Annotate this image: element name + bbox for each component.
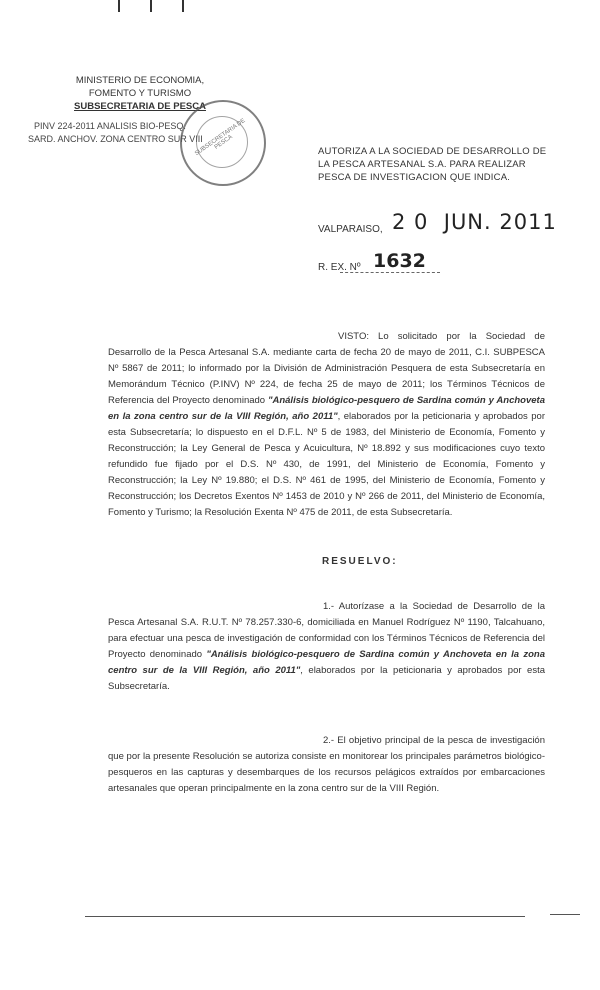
official-seal-text: SUBSECRETARIA DE PESCA bbox=[194, 117, 247, 158]
reference-line-2: SARD. ANCHOV. ZONA CENTRO SUR VIII bbox=[28, 134, 203, 144]
article-2 bbox=[108, 733, 545, 797]
article-1-text-1: 1.- Autorízase a la Sociedad de Desarrollo de la Pesca Artesanal S.A. R.U.T. Nº 78.257.330-6, domiciliada en Manuel Rodríguez Nº 1190, Talcahuano, para efectuar una pesca de investigación de conformidad con los Términos Técnicos de Referencia del Proyecto denominado bbox=[108, 601, 545, 660]
article-1-project-title: "Análisis biológico-pesquero de Sardina común y Anchoveta en la zona centro sur de la VIII Región, año 2011" bbox=[108, 649, 545, 676]
resolution-subject: AUTORIZA A LA SOCIEDAD DE DESARROLLO DE LA PESCA ARTESANAL S.A. PARA REALIZAR PESCA DE INVESTIGACION QUE INDICA. bbox=[318, 146, 547, 183]
visto-text-1: VISTO: Lo solicitado por la Sociedad de Desarrollo de la Pesca Artesanal S.A. mediante carta de fecha 20 de mayo de 2011, C.I. SUBPESCA Nº 5867 de 2011; lo informado por la División de Administración Pesquera de esta Subsecretaría en Memorándum Técnico (P.INV) Nº 224, de fecha 25 de mayo de 2011; los Términos Técnicos de Referencia del Proyecto denominado bbox=[108, 331, 545, 406]
article-1-text-2: , elaborados por la peticionaria y aprobados por esta Subsecretaría. bbox=[108, 665, 545, 692]
resolution-number: 1632 bbox=[373, 250, 426, 272]
resuelvo-heading: RESUELVO: bbox=[322, 556, 398, 567]
visto-text-2: , elaborados por la peticionaria y aprobados por esta Subsecretaría; lo dispuesto en el D.F.L. Nº 5 de 1983, del Ministerio de Economía, Fomento y Reconstrucción; la Ley General de Pesca y Acuicultura, Nº 18.892 y sus modificaciones cuyo texto refundido fue fijado por el D.S. Nº 430, de 1991, del Ministerio de Economía, Fomento y Reconstrucción; la Ley Nº 19.880; el D.S. Nº 461 de 1995, del Ministerio de Economía, Fomento y Reconstrucción; los Decretos Exentos Nº 1453 de 2010 y Nº 266 de 2011, del Ministerio de Economía, Fomento y Turismo; la Resolución Exenta Nº 475 de 2011, de esta Subsecretaría. bbox=[108, 411, 545, 518]
reference-line-1: PINV 224-2011 ANALISIS BIO-PESQ. bbox=[34, 121, 186, 131]
rex-label: R. EX. Nº bbox=[318, 262, 361, 273]
top-scan-marks bbox=[110, 0, 230, 14]
subsecretaria-line: SUBSECRETARIA DE PESCA bbox=[74, 101, 206, 112]
ministry-line-2: FOMENTO Y TURISMO bbox=[88, 88, 192, 99]
ministry-line-1: MINISTERIO DE ECONOMIA, bbox=[75, 75, 205, 86]
place-label: VALPARAISO, bbox=[318, 224, 383, 235]
article-1 bbox=[108, 599, 545, 695]
footer-rule-right bbox=[550, 914, 580, 915]
reference-code bbox=[28, 120, 203, 146]
rex-number-line bbox=[340, 272, 440, 273]
handwritten-date: 2 0 JUN. 2011 bbox=[392, 210, 557, 234]
visto-paragraph bbox=[108, 329, 545, 521]
footer-rule bbox=[85, 916, 525, 917]
article-2-text: 2.- El objetivo principal de la pesca de investigación que por la presente Resolución se autoriza consiste en monitorear los principales parámetros biológico-pesqueros en las capturas y desembarques de los recursos pelágicos extraídos por embarcaciones artesanales que operan principalmente en la zona centro sur de la VIII Región. bbox=[108, 735, 545, 794]
visto-project-title: "Análisis biológico-pesquero de Sardina común y Anchoveta en la zona centro sur de la VIII Región, año 2011" bbox=[108, 395, 545, 422]
